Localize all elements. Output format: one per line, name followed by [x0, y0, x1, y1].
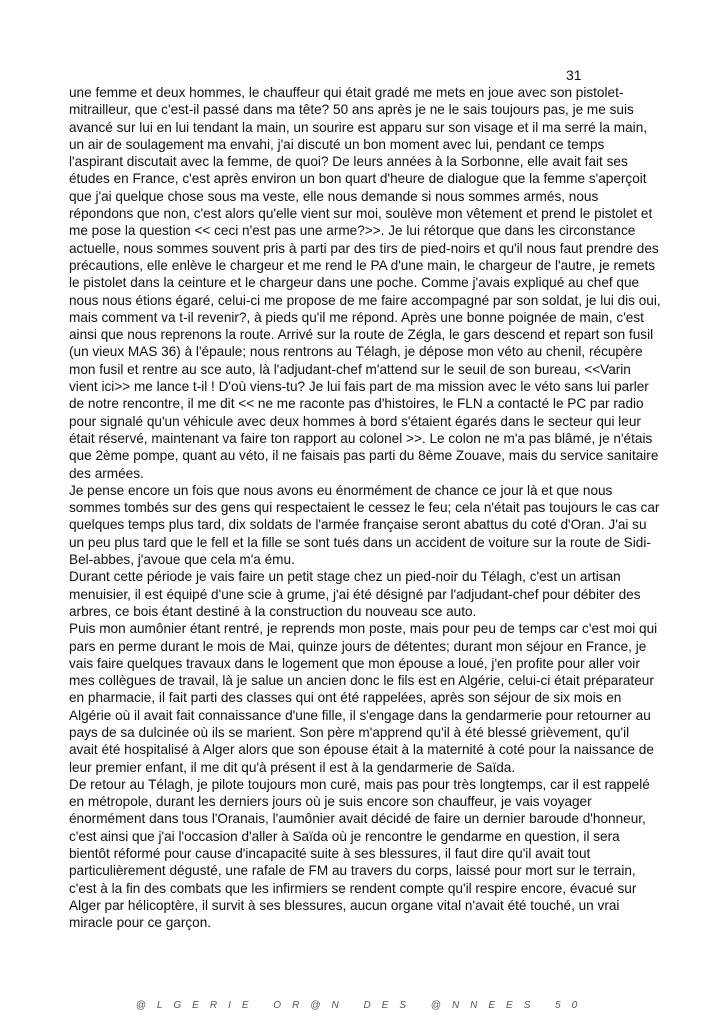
body-text	[69, 84, 661, 932]
paragraph: De retour au Télagh, je pilote toujours mon curé, mais pas pour très longtemps, car il est rappelé en métropole, durant les derniers jours où je suis encore son chauffeur, je vais voyager énormément dans tous l'Oranais, l'aumônier avait décidé de faire un dernier baroude d'honneur, c'est ainsi que j'ai l'occasion d'aller à Saïda où je rencontre le gendarme en question, il sera bientôt réformé pour cause d'incapacité suite à ses blessures, il faut dire qu'il avait tout particulièrement dégusté, une rafale de FM au travers du corps, laissé pour mort sur le terrain, c'est à la fin des combats que les infirmiers se rendent compte qu'il respire encore, évacué sur Alger par hélicoptère, il survit à ses blessures, aucun organe vital n'avait été touché, un vrai miracle pour ce garçon.	[69, 776, 650, 931]
paragraph: une femme et deux hommes, le chauffeur qui était gradé me mets en joue avec son pistolet-mitrailleur, que c'est-il passé dans ma tête? 50 ans après je ne le sais toujours pas, je me suis avancé sur lui en lui tendant la main, un sourire est apparu sur son visage et il ma serré la main, un air de soulagement ma envahi, j'ai discuté un bon moment avec lui, pendant ce temps l'aspirant discutait avec la femme, de quoi? De leurs années à la Sorbonne, elle avait fait ses études en France, c'est après environ un bon quart d'heure de dialogue que la femme s'aperçoit que j'ai quelque chose sous ma veste, elle nous demande si nous sommes armés, nous répondons que non, c'est alors qu'elle vient sur moi, soulève mon vêtement et prend le pistolet et me pose la question << ceci n'est pas une arme?>>. Je lui rétorque que dans les circonstance actuelle, nous sommes souvent pris à parti par des tirs de pied-noirs et qu'il nous faut prendre des précautions, elle enlève le chargeur et me rend le PA d'une main, le chargeur de l'autre, je remets le pistolet dans la ceinture et le chargeur dans une poche. Comme j'avais expliqué au chef que nous nous étions égaré, celui-ci me propose de me faire accompagné par son soldat, je lui dis oui, mais comment va t-il revenir?, à pieds qu'il me répond. Après une bonne poignée de main, c'est ainsi que nous reprenons la route. Arrivé sur la route de Zégla, le gars descend et repart son fusil (un vieux MAS 36) à l'épaule; nous rentrons au Télagh, je dépose mon véto au chenil, récupère mon fusil et rentre au sce auto, là l'adjudant-chef m'attend sur le seuil de son bureau, <<Varin vient ici>> me lance t-il ! D'où viens-tu? Je lui fais part de ma mission avec le véto sans lui parler de notre rencontre, il me dit << ne me raconte pas d'histoires, le FLN a contacté le PC par radio pour signalé qu'un véhicule avec deux hommes à bord s'étaient égarés dans le secteur qui leur était réservé, maintenant va faire ton rapport au colonel >>. Le colon ne m'a pas blâmé, je n'étais que 2ème pompe, quant au véto, il ne faisais pas parti du 8ème Zouave, mais du service sanitaire des armées.	[69, 85, 661, 481]
paragraph: Puis mon aumônier étant rentré, je reprends mon poste, mais pour peu de temps car c'est moi qui pars en perme durant le mois de Mai, quinze jours de détentes; durant mon séjour en France, je vais faire quelques travaux dans le logement que mon épouse a loué, j'en profite pour aller voir mes collègues de travail, là je salue un ancien donc le fils est en Algérie, celui-ci était préparateur en pharmacie, il fait parti des classes qui ont été rappelées, après son séjour de six mois en Algérie où il avait fait connaissance d'une fille, il s'engage dans la gendarmerie pour retourner au pays de sa dulcinée où ils se marient. Son père m'apprend qu'il à été blessé grièvement, qu'il avait été hospitalisé à Alger alors que son épouse était à la maternité à coté pour la naissance de leur premier enfant, il me dit qu'à présent il est à la gendarmerie de Saïda.	[69, 621, 658, 775]
page-number: 31	[566, 67, 582, 83]
paragraph: Durant cette période je vais faire un petit stage chez un pied-noir du Télagh, c'est un artisan menuisier, il est équipé d'une scie à grume, j'ai été désigné par l'adjudant-chef pour débiter des arbres, ce bois étant destiné à la construction du nouveau sce auto.	[69, 569, 641, 619]
paragraph: Je pense encore un fois que nous avons eu énormément de chance ce jour là et que nous sommes tombés sur des gens qui respectaient le cessez le feu; cela n'était pas toujours le cas car quelques temps plus tard, dix soldats de l'armée française seront abattus du coté d'Oran. J'ai su un peu plus tard que le fell et la fille se sont tués dans un accident de voiture sur la route de Sidi-Bel-abbes, j'avoue que cela m'a ému.	[69, 482, 660, 568]
page-footer: @LGERIE OR@N DES @NNEES 50	[135, 1000, 589, 1011]
